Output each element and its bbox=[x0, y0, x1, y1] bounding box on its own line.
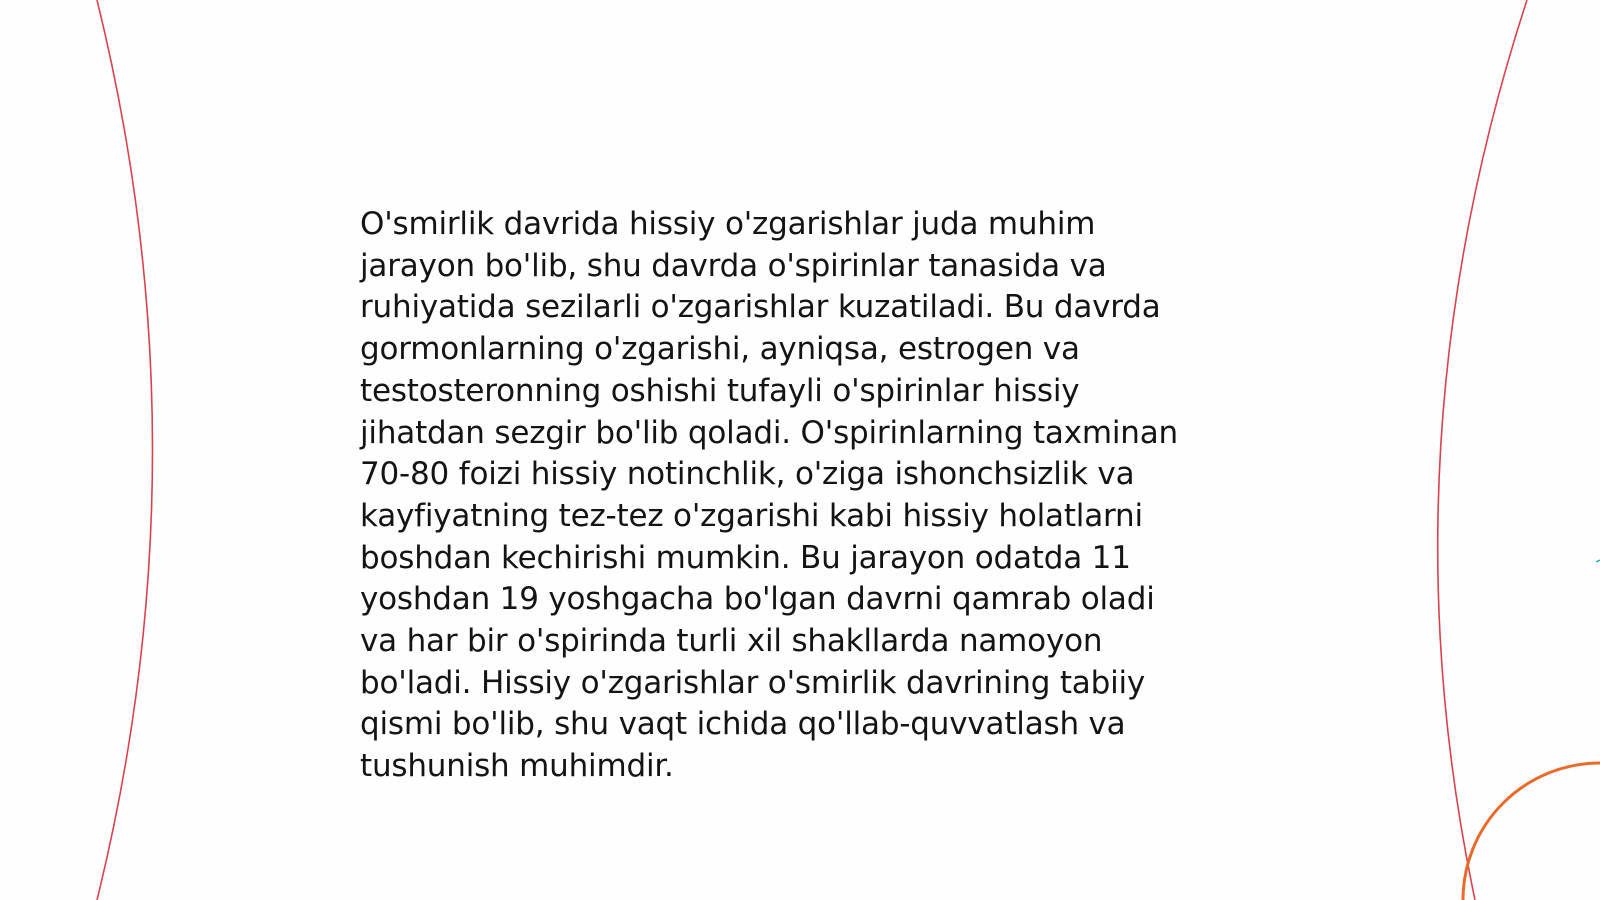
body-line: jihatdan sezgir bo'lib qoladi. O'spirinlarning taxminan bbox=[360, 414, 1178, 451]
body-line: va har bir o'spirinda turli xil shakllarda namoyon bbox=[360, 623, 1103, 660]
body-line: gormonlarning o'zgarishi, ayniqsa, estrogen va bbox=[360, 331, 1080, 368]
body-line: tushunish muhimdir. bbox=[360, 748, 674, 785]
body-line: testosteronning oshishi tufayli o'spirinlar hissiy bbox=[360, 372, 1080, 409]
body-line: 70-80 foizi hissiy notinchlik, o'ziga ishonchsizlik va bbox=[360, 456, 1135, 493]
body-line: O'smirlik davrida hissiy o'zgarishlar juda muhim bbox=[360, 206, 1096, 242]
body-line: qismi bo'lib, shu vaqt ichida qo'llab-quvvatlash va bbox=[360, 706, 1126, 743]
body-line: boshdan kechirishi mumkin. Bu jarayon odatda 11 bbox=[360, 539, 1131, 576]
body-line: jarayon bo'lib, shu davrda o'spirinlar tanasida va bbox=[360, 247, 1107, 284]
left-curve bbox=[97, 0, 153, 900]
body-line: kayfiyatning tez-tez o'zgarishi kabi hissiy holatlarni bbox=[360, 497, 1143, 534]
body-paragraph bbox=[360, 204, 1240, 788]
body-line: ruhiyatida sezilarli o'zgarishlar kuzatiladi. Bu davrda bbox=[360, 289, 1161, 326]
body-line: yoshdan 19 yoshgacha bo'lgan davrni qamrab oladi bbox=[360, 581, 1155, 618]
orange-arc bbox=[1463, 763, 1600, 900]
body-line: bo'ladi. Hissiy o'zgarishlar o'smirlik davrining tabiiy bbox=[360, 664, 1146, 701]
teal-tick bbox=[1596, 560, 1600, 562]
right-curve bbox=[1438, 0, 1527, 900]
